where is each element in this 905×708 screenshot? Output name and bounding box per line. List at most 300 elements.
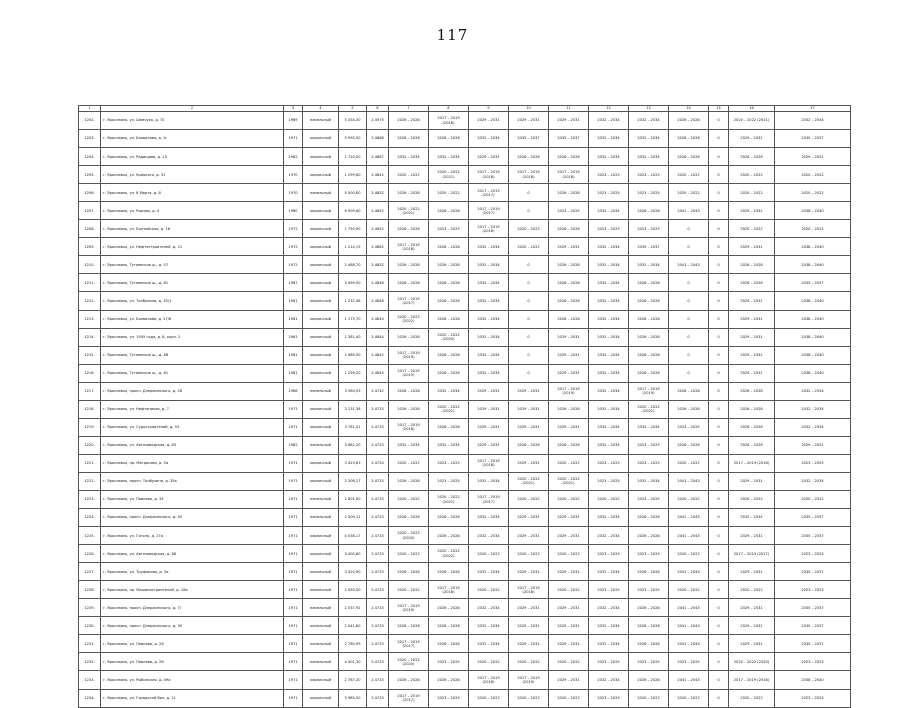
period-col16-cell-text: 2020 – 2022 [740,226,763,231]
area-cell [339,166,367,184]
period-col8-cell-text: 2020 – 2022 (2021) [437,495,460,504]
period-col9-cell [469,274,509,292]
wall-material-cell [303,220,339,238]
period-col15-cell [709,689,729,707]
period-col7-cell [389,599,429,617]
area-cell [339,454,367,472]
period-col16-cell-text: 2020 – 2022 [740,695,763,700]
row-number-text: 1216. [84,371,95,376]
period-col10-cell [509,202,549,220]
period-col17-cell-text: 2038 – 2040 [801,353,824,358]
period-col8-cell [429,382,469,400]
address-cell-text: г. Ярославль, ул. Павлова, д. 34 [103,497,164,502]
period-col16-cell-text: 2026 – 2028 [740,280,763,285]
period-col12-cell-text: 2032 – 2034 [597,389,620,394]
period-col12-cell-text: 2032 – 2034 [597,623,620,628]
period-col8-cell-text: 2026 – 2028 [437,533,460,538]
period-col10-cell [509,689,549,707]
index-cell [367,418,389,436]
period-col10-cell-text: 2020 – 2022 [517,226,540,231]
row-number [79,346,101,364]
index-cell [367,509,389,527]
period-col14-cell [669,436,709,454]
index-cell [367,382,389,400]
index-cell [367,689,389,707]
year-built-cell [284,274,303,292]
address-cell [101,653,284,671]
period-col11-cell-text: 2029 – 2031 [557,515,580,520]
period-col12-cell [589,472,629,490]
period-col8-cell-text: 2026 – 2028 [437,298,460,303]
period-col10-cell [509,184,549,202]
period-col12-cell-text: 2023 – 2025 [597,695,620,700]
table-row [79,509,851,527]
period-col9-cell-text: 2029 – 2031 [477,425,500,430]
table-row [79,454,851,472]
period-col17-cell [775,635,851,653]
address-cell-text: г. Ярославль, ул. Бахвалова, д. 27/6 [103,316,172,321]
address-cell [101,166,284,184]
period-col8-cell [429,166,469,184]
period-col11-cell-text: 2029 – 2031 [557,533,580,538]
period-col9-cell [469,671,509,689]
period-col10-cell [509,112,549,130]
year-built-cell-text: 1969 [288,118,298,123]
period-col12-cell-text: 2032 – 2034 [597,244,620,249]
period-col16-cell [729,130,775,148]
period-col8-cell-text: 2026 – 2028 [437,353,460,358]
period-col14-cell-text: 2020 – 2022 [677,172,700,177]
period-col11-cell-text: 2029 – 2031 [557,334,580,339]
period-col17-cell-text: 2029 – 2031 [801,443,824,448]
area-cell-text: 5 000,80 [344,190,361,195]
period-col8-cell-text: 2026 – 2028 [437,280,460,285]
period-col14-cell [669,599,709,617]
period-col16-cell [729,545,775,563]
area-cell-text: 5 990,50 [344,136,361,141]
period-col10-cell [509,310,549,328]
period-col9-cell [469,617,509,635]
period-col9-cell-text: 2032 – 2034 [477,605,500,610]
area-cell-text: 2 780,99 [344,641,361,646]
table-row [79,436,851,454]
period-col15-cell-text: 0 [717,298,720,303]
period-col13-cell-text: 2026 – 2028 [637,515,660,520]
period-col9-cell [469,436,509,454]
period-col11-cell [549,635,589,653]
period-col12-cell [589,418,629,436]
period-col7-cell-text: 2026 – 2028 [397,479,420,484]
period-col14-cell-text: 2041 – 2043 [677,208,700,213]
period-col13-cell-text: 2020 – 2022 (2022) [637,405,660,414]
address-cell [101,148,284,166]
period-col16-cell [729,112,775,130]
period-col8-cell-text: 2026 – 2028 [437,677,460,682]
period-col12-cell-text: 2032 – 2034 [597,316,620,321]
period-col11-cell-text: 2020 – 2022 [557,695,580,700]
wall-material-cell-text: панельный [309,605,332,610]
year-built-cell-text: 1971 [288,641,298,646]
period-col8-cell-text: 2026 – 2028 [437,136,460,141]
period-col17-cell [775,130,851,148]
period-col13-cell-text: 2026 – 2028 [637,208,660,213]
period-col9-cell [469,130,509,148]
address-cell-text: г. Ярославль, ул. Нефтяников, д. 7 [103,407,169,412]
period-col17-cell-text: 2032 – 2034 [801,118,824,123]
period-col13-cell [629,148,669,166]
table-row [79,527,851,545]
period-col11-cell-text: 2020 – 2022 [557,497,580,502]
year-built-cell-text: 1971 [288,479,298,484]
period-col12-cell [589,184,629,202]
period-col11-cell-text: 2020 – 2022 [557,587,580,592]
period-col9-cell-text: 2032 – 2034 [477,280,500,285]
period-col10-cell [509,653,549,671]
period-col13-cell [629,436,669,454]
area-cell [339,581,367,599]
period-col15-cell-text: 0 [717,154,720,159]
period-col10-cell [509,527,549,545]
period-col10-cell [509,274,549,292]
row-number [79,509,101,527]
period-col7-cell-text: 2020 – 2022 (2022) [397,314,420,324]
index-cell [367,671,389,689]
row-number [79,112,101,130]
period-col8-cell-text: 2026 – 2028 [437,262,460,267]
table-row [79,689,851,707]
period-col13-cell [629,346,669,364]
period-col10-cell [509,563,549,581]
period-col16-cell [729,653,775,671]
period-col13-cell [629,292,669,310]
period-col11-cell [549,310,589,328]
period-col9-cell [469,256,509,274]
area-cell-text: 6 909,60 [344,208,361,213]
period-col8-cell-text: 2020 – 2022 (2021) [437,170,460,179]
year-built-cell-text: 1971 [288,677,298,682]
year-built-cell [284,292,303,310]
period-col13-cell [629,635,669,653]
row-number [79,671,101,689]
period-col15-cell-text: 0 [717,641,720,646]
period-col7-cell-text: 2026 – 2028 [397,623,420,628]
period-col11-cell [549,292,589,310]
period-col9-cell-text: 2017 – 2019 (2017) [477,495,500,504]
year-built-cell-text: 1971 [288,659,298,664]
period-col12-cell [589,292,629,310]
area-cell-text: 3 781,01 [344,425,361,430]
period-col17-cell-text: 2038 – 2040 [801,298,824,303]
wall-material-cell-text: кирпичный [309,226,332,231]
index-cell-text: 2.4725 [371,587,384,592]
period-col9-cell-text: 2032 – 2034 [477,569,500,574]
period-col11-cell [549,689,589,707]
period-col8-cell-text: 2017 – 2019 (2018) [437,585,460,594]
period-col16-cell-text: 2029 – 2031 [740,244,763,249]
wall-material-cell-text: кирпичный [309,587,332,592]
period-col7-cell [389,382,429,400]
table-row [79,472,851,490]
period-col14-cell-text: 2026 – 2028 [677,389,700,394]
area-cell [339,148,367,166]
year-built-cell [284,689,303,707]
period-col16-cell [729,689,775,707]
year-built-cell [284,490,303,508]
period-col14-cell-text: 0 [687,316,690,321]
period-col17-cell-text: 2035 – 2037 [801,533,824,538]
address-cell [101,274,284,292]
area-cell [339,545,367,563]
period-col10-cell-text: 2029 – 2031 [517,533,540,538]
year-built-cell [284,671,303,689]
period-col16-cell-text: 2026 – 2028 [740,407,763,412]
period-col11-cell-text: 2035 – 2037 [557,136,580,141]
area-cell [339,130,367,148]
period-col13-cell-text: 2023 – 2025 [637,443,660,448]
period-col16-cell-text: 2020 – 2022 [740,190,763,195]
period-col14-cell [669,112,709,130]
table-row [79,364,851,382]
year-built-cell [284,148,303,166]
period-col9-cell-text: 2032 – 2034 [477,136,500,141]
period-col10-cell [509,599,549,617]
year-built-cell-text: 1972 [288,226,298,231]
period-col15-cell [709,292,729,310]
area-cell-text: 1 720,00 [344,154,361,159]
period-col12-cell [589,563,629,581]
area-cell-text: 2 488,70 [344,262,361,267]
period-col7-cell [389,418,429,436]
period-col10-cell-text: 2017 – 2019 (2019) [517,675,540,684]
period-col13-cell-text: 2023 – 2025 [637,497,660,502]
row-number [79,166,101,184]
period-col16-cell-text: 2017 – 2019 (2017) [733,551,770,556]
period-col11-cell [549,220,589,238]
period-col10-cell-text: 2020 – 2022 [517,659,540,664]
period-col11-cell-text: 2029 – 2031 [557,118,580,123]
index-cell-text: 2.4725 [371,695,384,700]
period-col9-cell-text: 2029 – 2031 [477,389,500,394]
period-col10-cell-text: 2029 – 2031 [517,641,540,646]
period-col9-cell [469,292,509,310]
row-number-text: 1227. [84,569,95,574]
period-col15-cell [709,509,729,527]
address-cell [101,220,284,238]
row-number [79,527,101,545]
period-col11-cell [549,328,589,346]
period-col10-cell-text: 2017 – 2019 (2018) [517,585,540,594]
index-cell [367,130,389,148]
period-col9-cell [469,545,509,563]
period-col13-cell [629,617,669,635]
index-cell [367,364,389,382]
wall-material-cell [303,328,339,346]
period-col13-cell [629,166,669,184]
period-col11-cell [549,527,589,545]
period-col10-cell [509,635,549,653]
period-col11-cell [549,490,589,508]
period-col12-cell [589,148,629,166]
wall-material-cell [303,274,339,292]
index-cell [367,238,389,256]
index-cell-text: 2.4844 [371,334,384,339]
period-col10-cell [509,292,549,310]
period-col17-cell-text: 2035 – 2037 [801,136,824,141]
index-cell [367,436,389,454]
row-number [79,472,101,490]
row-number-text: 1203. [84,136,95,141]
period-col17-cell-text: 2035 – 2037 [801,623,824,628]
period-col7-cell [389,563,429,581]
period-col8-cell-text: 2023 – 2025 [437,479,460,484]
period-col17-cell [775,382,851,400]
period-col17-cell-text: 2035 – 2037 [801,280,824,285]
year-built-cell [284,256,303,274]
period-col7-cell-text: 2020 – 2022 [397,172,420,177]
period-col14-cell-text: 0 [687,353,690,358]
column-header-7: 7 [389,106,429,112]
column-header-17: 17 [775,106,851,112]
year-built-cell-text: 1961 [288,353,298,358]
row-number-text: 1230. [84,623,95,628]
period-col9-cell [469,689,509,707]
period-col15-cell [709,472,729,490]
index-cell [367,545,389,563]
period-col7-cell [389,454,429,472]
area-cell [339,689,367,707]
period-col7-cell-text: 2017 – 2019 (2018) [397,242,420,251]
period-col17-cell [775,671,851,689]
period-col7-cell [389,635,429,653]
period-col7-cell-text: 2026 – 2028 [397,118,420,123]
period-col13-cell [629,490,669,508]
year-built-cell [284,635,303,653]
wall-material-cell [303,166,339,184]
period-col7-cell [389,472,429,490]
period-col12-cell-text: 2032 – 2034 [597,154,620,159]
period-col7-cell [389,653,429,671]
column-header-15: 15 [709,106,729,112]
period-col10-cell [509,220,549,238]
area-cell [339,310,367,328]
period-col16-cell [729,220,775,238]
period-col8-cell [429,454,469,472]
period-col12-cell-text: 2032 – 2034 [597,208,620,213]
period-col14-cell [669,400,709,418]
column-header-8: 8 [429,106,469,112]
period-col12-cell [589,490,629,508]
period-col7-cell [389,220,429,238]
period-col9-cell [469,184,509,202]
index-cell-text: 2.4844 [371,371,384,376]
period-col11-cell-text: 2026 – 2028 [557,226,580,231]
period-col15-cell-text: 0 [717,461,720,466]
period-col12-cell-text: 2023 – 2025 [597,226,620,231]
period-col8-cell-text: 2026 – 2028 [437,569,460,574]
period-col12-cell-text: 2032 – 2034 [597,136,620,141]
period-col15-cell-text: 0 [717,353,720,358]
address-cell-text: г. Ярославль, ул. Городской Вал, д. 11 [103,695,176,700]
period-col7-cell [389,184,429,202]
period-col17-cell [775,346,851,364]
row-number [79,202,101,220]
row-number [79,382,101,400]
period-col11-cell [549,166,589,184]
period-col17-cell [775,472,851,490]
period-col15-cell-text: 0 [717,659,720,664]
wall-material-cell [303,689,339,707]
address-cell [101,545,284,563]
period-col7-cell [389,112,429,130]
period-col9-cell [469,400,509,418]
period-col17-cell [775,563,851,581]
row-number-text: 1231. [84,641,95,646]
year-built-cell-text: 1968 [288,389,298,394]
table-row [79,563,851,581]
period-col8-cell [429,563,469,581]
period-col17-cell [775,454,851,472]
period-col14-cell [669,184,709,202]
period-col13-cell-text: 2017 – 2019 (2019) [637,387,660,396]
period-col11-cell [549,436,589,454]
row-number [79,256,101,274]
period-col11-cell-text: 2026 – 2028 [557,262,580,267]
table-row [79,274,851,292]
period-col16-cell [729,310,775,328]
index-cell-text: 2.4852 [371,208,384,213]
row-number-text: 1223. [84,497,95,502]
period-col11-cell [549,400,589,418]
period-col15-cell-text: 0 [717,118,720,123]
period-col15-cell-text: 0 [717,425,720,430]
period-col11-cell-text: 2029 – 2031 [557,371,580,376]
period-col11-cell-text: 2017 – 2019 (2019) [557,387,580,396]
wall-material-cell [303,490,339,508]
period-col16-cell-text: 2029 – 2031 [740,334,763,339]
period-col16-cell-text: 2029 – 2031 [740,641,763,646]
period-col12-cell [589,382,629,400]
period-col11-cell-text: 2026 – 2028 [557,316,580,321]
period-col11-cell-text: 2026 – 2028 [557,407,580,412]
period-col17-cell-text: 2023 – 2025 [801,695,824,700]
address-cell-text: г. Ярославль, пр. Матросова, д. 5а [103,461,169,466]
year-built-cell [284,400,303,418]
period-col17-cell [775,184,851,202]
period-col14-cell [669,238,709,256]
period-col12-cell [589,220,629,238]
period-col10-cell [509,256,549,274]
period-col16-cell [729,364,775,382]
period-col16-cell [729,328,775,346]
year-built-cell-text: 1960 [288,208,298,213]
period-col14-cell-text: 2026 – 2028 [677,407,700,412]
period-col13-cell-text: 2023 – 2025 [637,190,660,195]
area-cell [339,599,367,617]
period-col16-cell [729,490,775,508]
period-col15-cell [709,184,729,202]
period-col16-cell [729,166,775,184]
period-col8-cell-text: 2026 – 2028 [437,623,460,628]
address-cell-text: г. Ярославль, ул. Урицкого, д. 52 [103,172,166,177]
index-cell-text: 2.4725 [371,479,384,484]
period-col12-cell [589,274,629,292]
area-cell [339,635,367,653]
area-cell [339,220,367,238]
address-cell [101,527,284,545]
wall-material-cell [303,130,339,148]
period-col8-cell-text: 2026 – 2028 [437,316,460,321]
period-col17-cell-text: 2020 – 2022 [801,497,824,502]
